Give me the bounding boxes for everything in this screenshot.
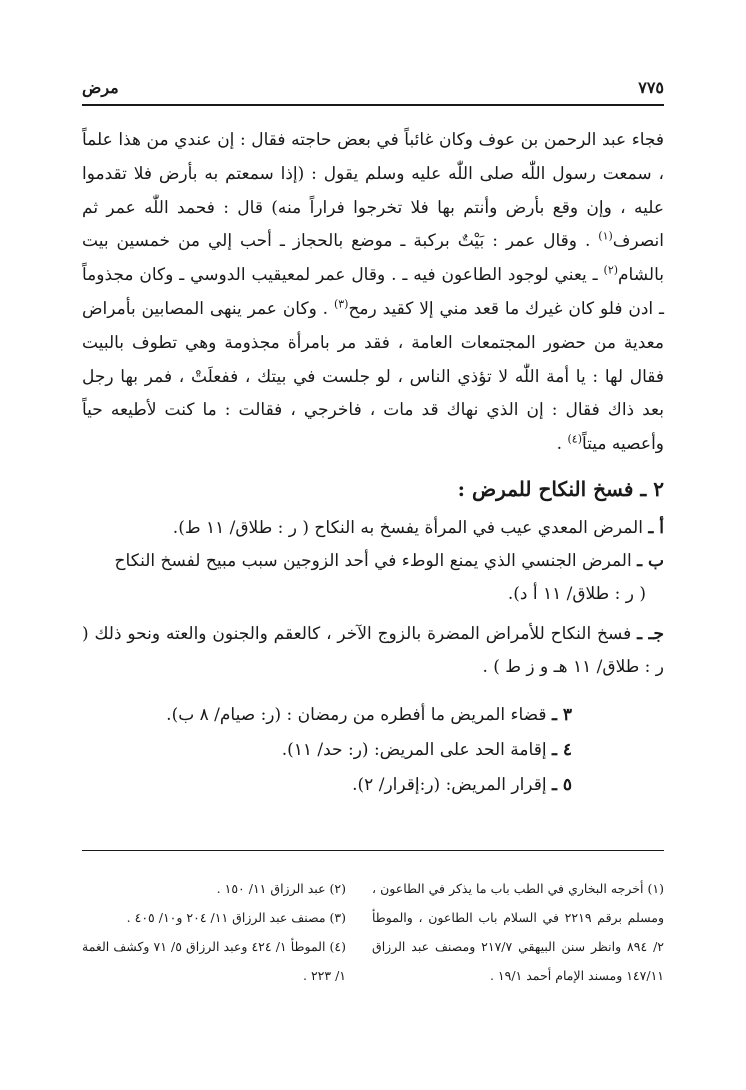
- item-5-text: إقرار المريض: (ر:إقرار/ ٢).: [352, 774, 552, 795]
- item-3-text: قضاء المريض ما أفطره من رمضان : (ر: صيام/ ٨ ب).: [166, 704, 552, 725]
- item-4-text: إقامة الحد على المريض: (ر: حد/ ١١).: [281, 739, 552, 760]
- footnote-rule: [82, 850, 664, 851]
- subitem-b-label: ب ـ: [637, 550, 664, 571]
- page-number: ٧٧٥: [638, 78, 664, 97]
- item-5: [82, 768, 572, 803]
- footnote-column-right: [372, 874, 664, 990]
- running-header: [82, 78, 664, 104]
- item-4-number: ٤ ـ: [551, 739, 572, 760]
- subitem-b-continuation: ( ر : طلاق/ ١١ أ د).: [507, 583, 646, 604]
- item-4: [82, 733, 572, 768]
- item-3-number: ٣ ـ: [551, 704, 572, 725]
- subitem-c: [82, 618, 664, 684]
- item-5-number: ٥ ـ: [551, 774, 572, 795]
- narrative-text-2: . وقال عمر : بَيْتٌ بركبة ـ موضع بالحجاز ـ أحب إلي من خمسين بيت بالشام: [82, 231, 664, 286]
- numbered-items: [82, 698, 664, 803]
- footnote-3: (٣) مصنف عبد الرزاق ١١/ ٢٠٤ و١٠/ ٤٠٥ .: [126, 910, 346, 925]
- running-title: مرض: [82, 78, 119, 97]
- main-text: [82, 124, 664, 803]
- subitem-c-text: فسخ النكاح للأمراض المضرة بالزوج الآخر ، كالعقم والجنون والعته ونحو ذلك ( ر : طلاق/ ١١ هـ و ز ط ) .: [82, 623, 664, 677]
- item-3: [82, 698, 572, 733]
- narrative-text-5: .: [556, 434, 568, 455]
- section-heading: ٢ ـ فسخ النكاح للمرض :: [457, 476, 664, 501]
- footnote-column-left: [82, 874, 346, 990]
- footnote-ref-1[interactable]: (١): [598, 229, 613, 243]
- subitem-a-text: المرض المعدي عيب في المرأة يفسخ به النكاح ( ر : طلاق/ ١١ ط).: [172, 517, 649, 538]
- subitem-b: [82, 545, 664, 578]
- subitem-a-label: أ ـ: [648, 517, 664, 538]
- subitem-a: [82, 512, 664, 545]
- narrative-paragraph: [82, 124, 664, 462]
- footnote-ref-3[interactable]: (٣): [333, 297, 349, 311]
- footnote-4: (٤) الموطأ ١/ ٤٢٤ وعبد الرزاق ٥/ ٧١ وكشف الغمة ١/ ٢٢٣ .: [82, 939, 347, 983]
- subitem-b-text: المرض الجنسي الذي يمنع الوطء في أحد الزوجين سبب مبيح لفسخ النكاح: [114, 550, 638, 571]
- header-rule: [82, 104, 664, 106]
- footnote-ref-4[interactable]: (٤): [567, 432, 582, 446]
- narrative-text-4: . وكان عمر ينهى المصابين بأمراض معدية من حضور المجتمعات العامة ، فقد مر بامرأة مجذومة وهي تطوف بالبيت فقال لها : يا أمة اللّٰه لا تؤذي الناس ، لو جلست في بيتك ، ففعلَتْ ، فمر بها رجل بعد ذاك فقال : إن الذي نهاك قد مات ، فاخرجي ، فقالت : ما كنت لأطيعه حياً وأعصيه ميتاً: [82, 298, 664, 455]
- footnote-1: (١) أخرجه البخاري في الطب باب ما يذكر في الطاعون ، ومسلم برقم ٢٢١٩ في السلام باب الطاعون ، والموطأ ٢/ ٨٩٤ وانظر سنن البيهقي ٢١٧/٧ ومصنف عبد الرزاق ١٤٧/١١ ومسند الإمام أحمد ١٩/١ .: [372, 881, 664, 983]
- subitem-c-label: جـ ـ: [637, 623, 664, 644]
- footnote-2: (٢) عبد الرزاق ١١/ ١٥٠ .: [216, 881, 346, 896]
- narrative-text-3: ـ يعني لوجود الطاعون فيه ـ . وقال عمر لمعيقيب الدوسي ـ وكان مجذوماً ـ ادن فلو كان غيرك ما قعد مني إلا كقيد رمح: [82, 265, 664, 319]
- footnote-ref-2[interactable]: (٢): [603, 263, 619, 277]
- narrative-text-1: فجاء عبد الرحمن بن عوف وكان غائباً في بعض حاجته فقال : إن عندي من هذا علماً ، سمعت رسول اللّٰه صلى اللّٰه عليه وسلم يقول : (إذا سمعتم به بأرض فلا تقدموا عليه ، وإن وقع بأرض وأنتم بها فلا تخرجوا فراراً منه) قال : فحمد اللّٰه عمر ثم انصرف: [82, 130, 664, 252]
